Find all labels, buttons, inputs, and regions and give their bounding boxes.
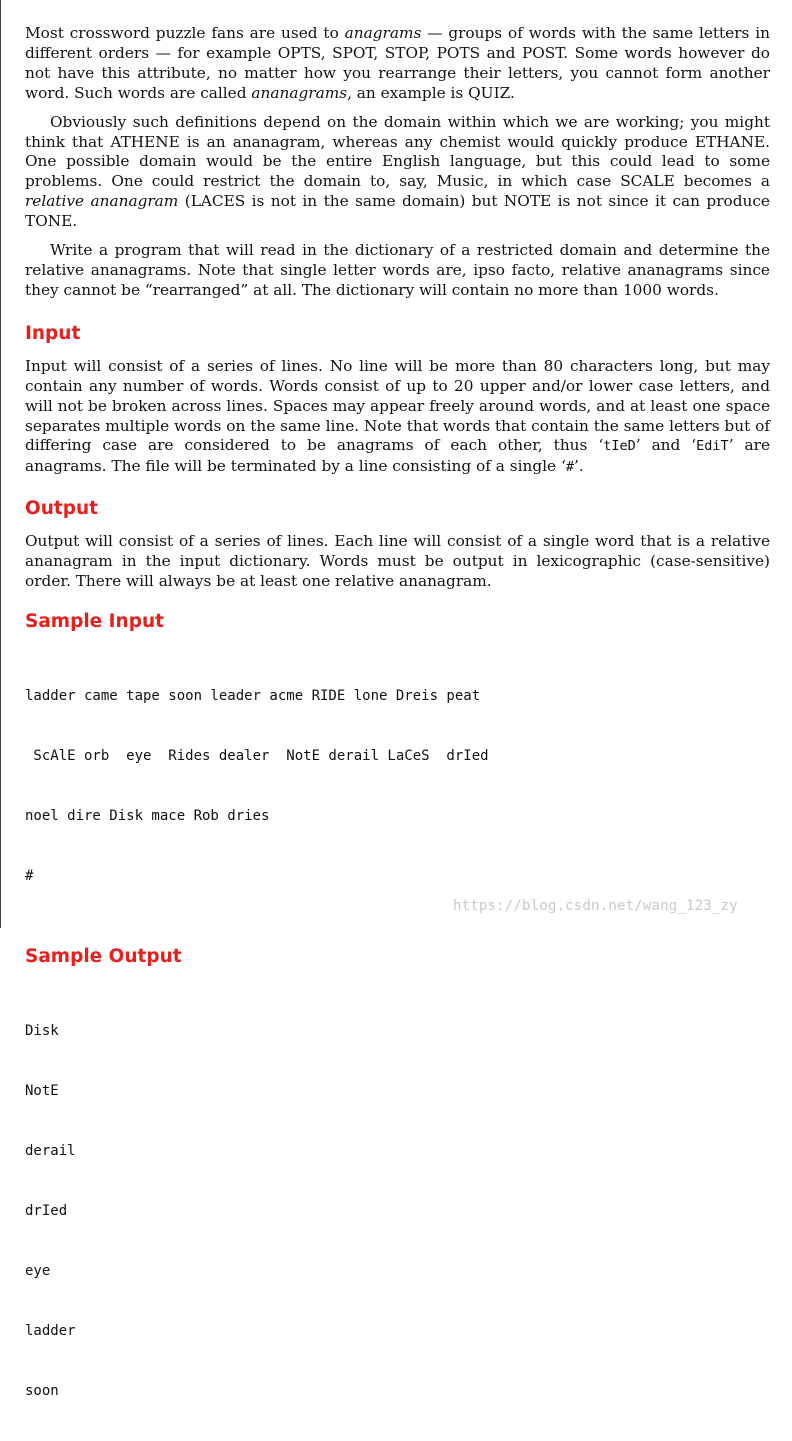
sample-output-line: soon (25, 1382, 59, 1399)
intro-paragraph-3: Write a program that will read in the dictionary of a restricted domain and determine the relative ananagrams. Note that single letter words are, ipso facto, relative ananagrams since they cannot be “rearranged” at all. The dictionary will contain no more than 1000 words. (25, 241, 770, 299)
input-description (25, 357, 770, 478)
sample-output-block (25, 981, 770, 1441)
problem-statement (25, 24, 770, 1441)
intro-text: — groups of words with the same letters in different orders — for example OPTS, SPOT, STOP, POTS and POST. Some words however do not have this attribute, no matter how you rearrange their letters, you cannot form another word. Such words are called (25, 24, 771, 102)
sample-output-line: NotE (25, 1082, 59, 1099)
sample-input-block (25, 646, 770, 926)
sample-output-line: drIed (25, 1202, 68, 1219)
inline-code: tIeD (603, 438, 636, 455)
output-description: Output will consist of a series of lines. Each line will consist of a single word that is a relative ananagram in the input dictionary. Words must be output in lexicographic (case-sensitive) order. There will always be at least one relative ananagram. (25, 532, 770, 591)
intro-text: Most crossword puzzle fans are used to (25, 24, 345, 42)
emphasis-ananagrams: ananagrams (251, 83, 348, 102)
sample-input-line: ScAlE orb eye Rides dealer NotE derail LaCeS drIed (25, 747, 489, 764)
sample-output-line: eye (25, 1262, 51, 1279)
intro-paragraph-2 (25, 113, 770, 232)
sample-output-line: ladder (25, 1322, 76, 1339)
sample-output-heading: Sample Output (25, 945, 182, 967)
intro-text: , an example is QUIZ. (347, 83, 515, 102)
sample-input-line: # (25, 867, 34, 884)
input-text: ’ and ‘ (635, 436, 697, 455)
sample-output-line: derail (25, 1142, 76, 1159)
sample-output-line: Disk (25, 1022, 59, 1039)
input-text: Input will consist of a series of lines. No line will be more than 80 characters long, but may contain any number of words. Words consist of up to 20 upper and/or lower case letters, and will not be broken across lines. Spaces may appear freely around words, and at least one space separates multiple words on the same line. Note that words that contain the same letters but of differing case are considered to be anagrams of each other, thus ‘ (25, 356, 770, 455)
sample-input-line: noel dire Disk mace Rob dries (25, 807, 270, 824)
page-left-border (0, 0, 1, 928)
intro-text: (LACES is not in the same domain) but NOTE is not since it can produce TONE. (25, 192, 770, 231)
input-text: ’ are anagrams. The file will be terminated by a line consisting of a single ‘ (25, 436, 771, 476)
inline-code: # (565, 459, 574, 476)
sample-input-heading: Sample Input (25, 610, 164, 632)
blog-watermark: https://blog.csdn.net/wang_123_zy (453, 898, 738, 914)
intro-text: Obviously such definitions depend on the domain within which we are working; you might think that ATHENE is an ananagram, whereas any chemist would quickly produce ETHANE. One possible domain would be the entire English language, but this could lead to some problems. One could restrict the domain to, say, Music, in which case SCALE becomes a (25, 112, 770, 191)
emphasis-relative-ananagram: relative ananagram (25, 192, 179, 211)
input-text: ’. (573, 457, 584, 476)
output-heading: Output (25, 498, 98, 520)
inline-code: EdiT (696, 438, 729, 455)
input-heading: Input (25, 322, 81, 344)
intro-paragraph-1 (25, 24, 770, 104)
sample-input-line: ladder came tape soon leader acme RIDE lone Dreis peat (25, 687, 481, 704)
emphasis-anagrams: anagrams (344, 24, 422, 42)
